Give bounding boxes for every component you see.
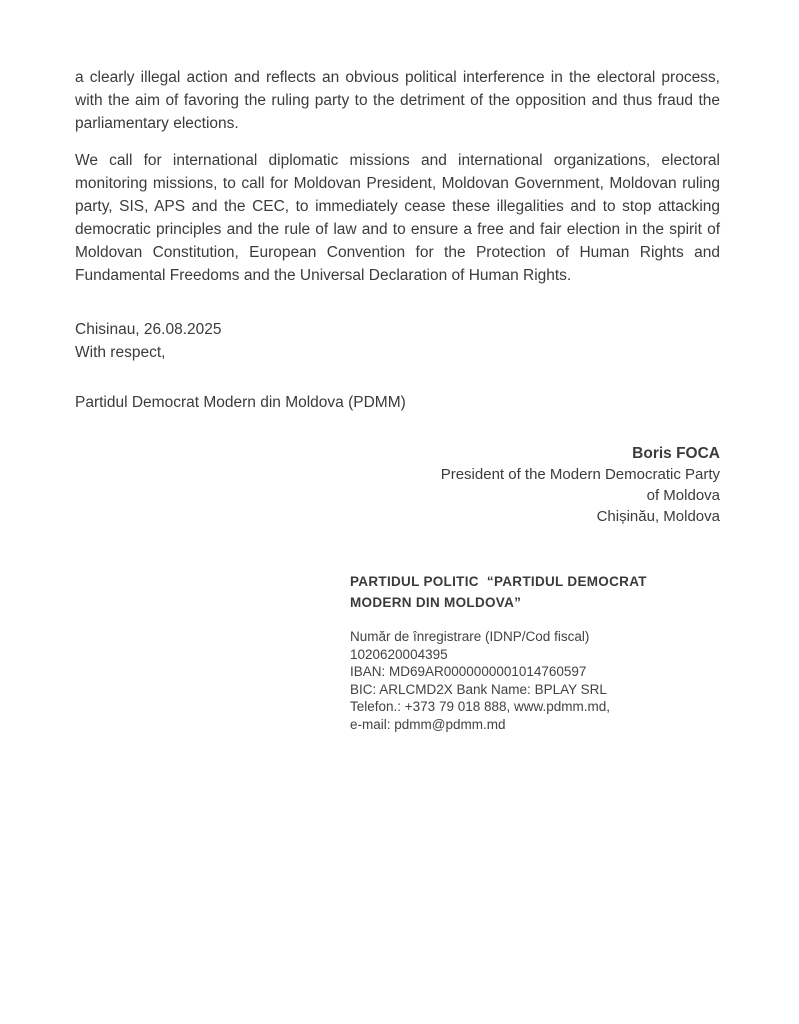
bic-bank-line: BIC: ARLCMD2X Bank Name: BPLAY SRL	[350, 681, 607, 697]
letter-paragraph-1: a clearly illegal action and reflects an obvious political interference in the electoral process, with the aim of favoring the ruling party to the detriment of the opposition and thus fraud the parliamentary elections.	[75, 69, 720, 132]
party-name-line: Partidul Democrat Modern din Moldova (PDMM)	[75, 394, 406, 411]
signatory-location: Chișinău, Moldova	[596, 508, 720, 525]
registration-number: 1020620004395	[350, 646, 448, 662]
signatory-name: Boris FOCA	[632, 445, 720, 462]
email-line: e-mail: pdmm@pdmm.md	[350, 716, 506, 732]
letter-paragraph-2: We call for international diplomatic missions and international organizations, electoral monitoring missions, to call for Moldovan President, Moldovan Government, Moldovan ruling party, SIS, APS and the CEC, to immediately cease these illegalities and to stop attacking democratic principles and the rule of law and to ensure a free and fair election in the spirit of Moldovan Constitution, European Convention for the Protection of Human Rights and Fundamental Freedoms and the Universal Declaration of Human Rights.	[75, 152, 720, 284]
org-footer-block	[350, 571, 672, 733]
closing-salutation: With respect,	[75, 344, 166, 361]
signatory-title-line-2: of Moldova	[646, 487, 720, 504]
date-closing-block	[75, 318, 222, 364]
iban-line: IBAN: MD69AR0000000001014760597	[350, 664, 587, 679]
phone-website-line: Telefon.: +373 79 018 888, www.pdmm.md,	[350, 699, 611, 714]
registration-label: Număr de înregistrare (IDNP/Cod fiscal)	[350, 629, 590, 644]
signatory-title-line-1: President of the Modern Democratic Party	[440, 466, 720, 483]
signature-block	[441, 443, 720, 527]
dateline: Chisinau, 26.08.2025	[75, 321, 222, 338]
org-name-header: PARTIDUL POLITIC “PARTIDUL DEMOCRAT MODERN DIN MOLDOVA”	[350, 574, 651, 610]
